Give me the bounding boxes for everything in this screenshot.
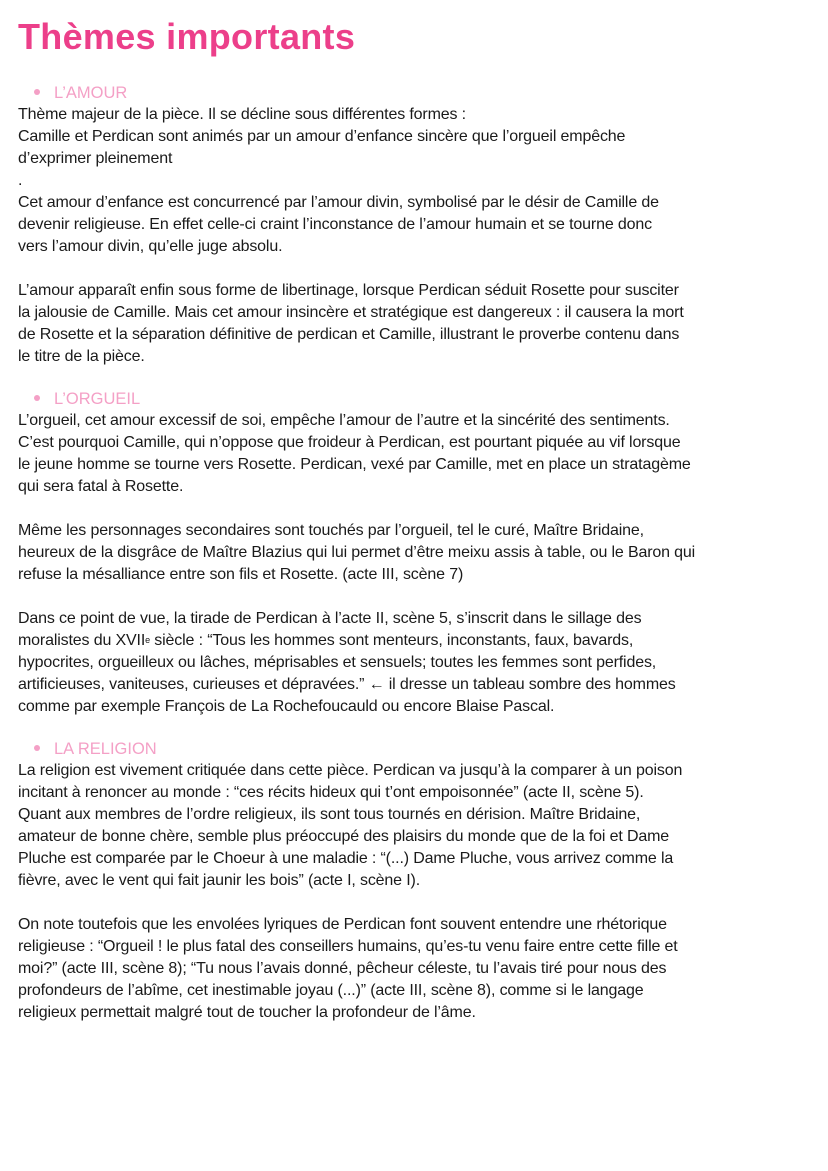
text-line: vers l’amour divin, qu’elle juge absolu.: [18, 238, 283, 255]
section-heading-text: LA RELIGION: [54, 740, 157, 758]
section-heading: [18, 738, 810, 760]
text-line: le titre de la pièce.: [18, 348, 145, 365]
text-line: comme par exemple François de La Rochefoucauld ou encore Blaise Pascal.: [18, 698, 555, 715]
text-line: amateur de bonne chère, semble plus préoccupé des plaisirs du monde que de la foi et Dame: [18, 828, 670, 845]
text-line: Camille et Perdican sont animés par un amour d’enfance sincère que l’orgueil empêche: [18, 128, 626, 145]
bullet-icon: [34, 745, 40, 751]
section-heading: [18, 388, 810, 410]
text-line: La religion est vivement critiquée dans cette pièce. Perdican va jusqu’à la comparer à un poison: [18, 762, 683, 779]
paragraph: [18, 280, 810, 368]
superscript: e: [145, 635, 150, 645]
text-line: hypocrites, orgueilleux ou lâches, méprisables et sensuels; toutes les femmes sont perfides,: [18, 654, 657, 671]
paragraph: [18, 104, 810, 258]
paragraph: [18, 914, 810, 1024]
paragraph: [18, 608, 810, 718]
paragraph: [18, 410, 810, 498]
section: [18, 388, 810, 718]
text-line: de Rosette et la séparation définitive de perdican et Camille, illustrant le proverbe contenu dans: [18, 326, 680, 343]
page-title: Thèmes importants: [18, 16, 356, 57]
text-line: devenir religieuse. En effet celle-ci craint l’inconstance de l’amour humain et se tourne donc: [18, 216, 652, 233]
section: [18, 82, 810, 368]
text-line: Dans ce point de vue, la tirade de Perdican à l’acte II, scène 5, s’inscrit dans le sillage des: [18, 610, 642, 627]
section-heading-text: L’ORGUEIL: [54, 390, 141, 408]
text-line: [18, 630, 810, 652]
text-line: Quant aux membres de l’ordre religieux, ils sont tous tournés en dérision. Maître Bridaine,: [18, 806, 641, 823]
text-line: le jeune homme se tourne vers Rosette. Perdican, vexé par Camille, met en place un stratagème: [18, 456, 691, 473]
bullet-icon: [34, 395, 40, 401]
text-line: d’exprimer pleinement: [18, 150, 173, 167]
text-line: fièvre, avec le vent qui fait jaunir les bois” (acte I, scène I).: [18, 872, 420, 889]
text-segment: siècle : “Tous les hommes sont menteurs, inconstants, faux, bavards,: [150, 632, 634, 649]
section-heading-text: L’AMOUR: [54, 84, 128, 102]
text-line: On note toutefois que les envolées lyriques de Perdican font souvent entendre une rhétorique: [18, 916, 667, 933]
text-line: qui sera fatal à Rosette.: [18, 478, 184, 495]
bullet-icon: [34, 89, 40, 95]
section: [18, 738, 810, 1024]
section-heading: [18, 82, 810, 104]
text-line: L’orgueil, cet amour excessif de soi, empêche l’amour de l’autre et la sincérité des sentiments.: [18, 412, 670, 429]
text-line: L’amour apparaît enfin sous forme de libertinage, lorsque Perdican séduit Rosette pour susciter: [18, 282, 679, 299]
text-line: C’est pourquoi Camille, qui n’oppose que froideur à Perdican, est pourtant piquée au vif lorsque: [18, 434, 681, 451]
text-line: Thème majeur de la pièce. Il se décline sous différentes formes :: [18, 106, 466, 123]
sections: [18, 82, 810, 1024]
text-line: heureux de la disgrâce de Maître Blazius qui lui permet d’être meixu assis à table, ou le Baron qui: [18, 544, 696, 561]
text-line: moi?” (acte III, scène 8); “Tu nous l’avais donné, pêcheur céleste, tu l’avais tiré pour nous des: [18, 960, 667, 977]
paragraph: [18, 760, 810, 892]
text-line: profondeurs de l’abîme, cet inestimable joyau (...)” (acte III, scène 8), comme si le langage: [18, 982, 644, 999]
text-line: Cet amour d’enfance est concurrencé par l’amour divin, symbolisé par le désir de Camille de: [18, 194, 659, 211]
paragraph: [18, 520, 810, 586]
text-line: religieux permettait malgré tout de toucher la profondeur de l’âme.: [18, 1004, 476, 1021]
text-line: incitant à renoncer au monde : “ces récits hideux qui t’ont empoisonnée” (acte II, scène 5).: [18, 784, 644, 801]
text-line: artificieuses, vaniteuses, curieuses et dépravées.” ← il dresse un tableau sombre des hommes: [18, 676, 676, 693]
text-segment: moralistes du XVII: [18, 632, 146, 649]
text-line: .: [18, 172, 23, 189]
text-line: Pluche est comparée par le Choeur à une maladie : “(...) Dame Pluche, vous arrivez comme la: [18, 850, 674, 867]
text-line: religieuse : “Orgueil ! le plus fatal des conseillers humains, qu’es-tu venu faire entre cette fille et: [18, 938, 678, 955]
text-line: Même les personnages secondaires sont touchés par l’orgueil, tel le curé, Maître Bridaine,: [18, 522, 644, 539]
text-line: la jalousie de Camille. Mais cet amour insincère et stratégique est dangereux : il causera la mort: [18, 304, 684, 321]
text-line: refuse la mésalliance entre son fils et Rosette. (acte III, scène 7): [18, 566, 464, 583]
